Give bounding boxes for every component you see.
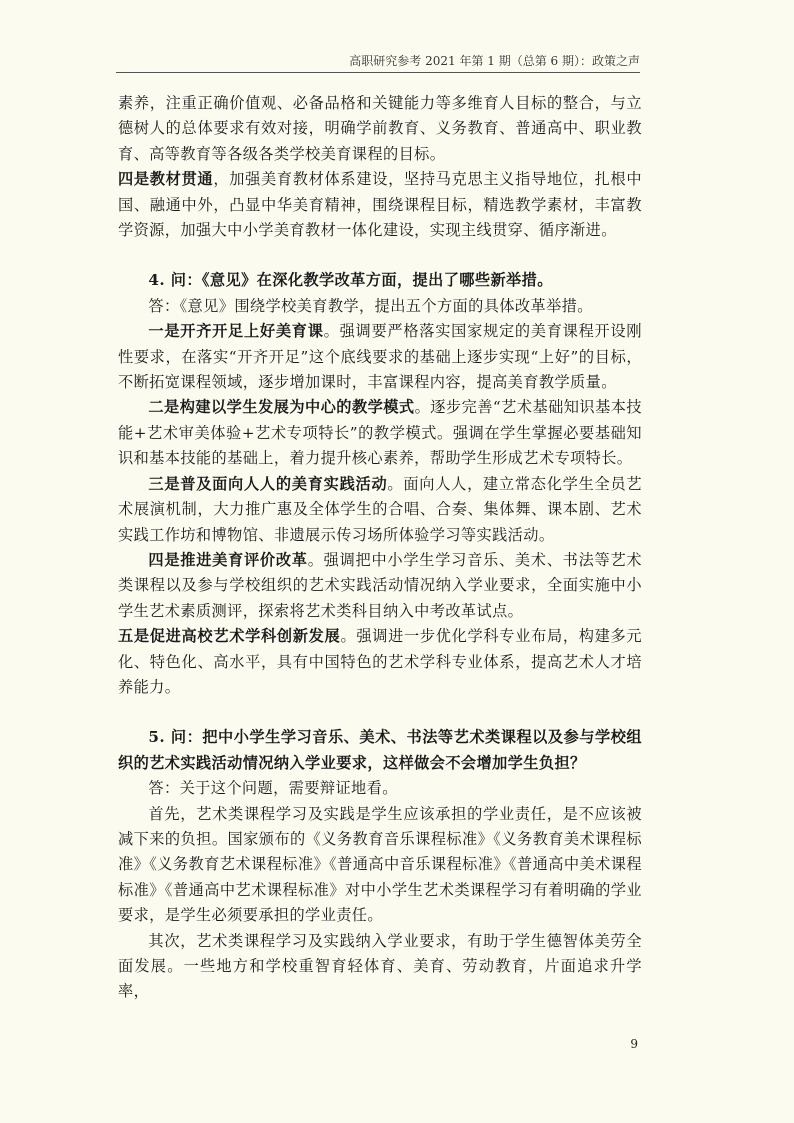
paragraph-text: 。面向人人，建立常态化学生全员艺术展演机制，大力推广惠及全体学生的合唱、合奏、集体舞、课本剧、艺术实践工作坊和博物馆、非遗展示传习场所体验学习等实践活动。 (118, 474, 643, 544)
document-body (118, 91, 642, 1005)
running-header: 高职研究参考 2021 年第 1 期（总第 6 期）：政策之声 (349, 54, 640, 68)
paragraph-text: 。强调进一步优化学科专业布局，构建多元化、特色化、高水平，具有中国特色的艺术学科专业体系，提高艺术人才培养能力。 (118, 627, 642, 696)
spacer (118, 243, 642, 268)
paragraph (118, 167, 642, 243)
answer-paragraph: 答：《意见》围绕学校美育教学，提出五个方面的具体改革举措。 (148, 296, 593, 315)
spacer (118, 700, 642, 725)
header-divider (116, 72, 640, 73)
paragraph-text: 。强调要严格落实国家规定的美育课程开设刚性要求，在落实“开齐开足”这个底线要求的基础上逐步实现“上好”的目标，不断拓宽课程领域，逐步增加课时，丰富课程内容，提高美育教学质量。 (118, 322, 643, 392)
page-number: 9 (630, 1037, 638, 1051)
emphasis-lead: 一是开齐开足上好美育课 (148, 322, 324, 341)
paragraph (118, 624, 642, 700)
paragraph: 其次，艺术类课程学习及实践纳入学业要求，有助于学生德智体美劳全面发展。一些地方和学校重智育轻体育、美育、劳动教育，片面追求升学率， (118, 931, 642, 1001)
emphasis-lead: 四是推进美育评价改革 (148, 550, 308, 569)
paragraph: 首先，艺术类课程学习及实践是学生应该承担的学业责任，是不应该被减下来的负担。国家颁布的《义务教育音乐课程标准》《义务教育美术课程标准》《义务教育艺术课程标准》《普通高中音乐课程标准》《普通高中美术课程标准》《普通高中艺术课程标准》对中小学生艺术类课程学习有着明确的学业要求，是学生必须要承担的学业责任。 (118, 804, 642, 925)
answer-paragraph: 答：关于这个问题，需要辩证地看。 (148, 779, 398, 798)
question-heading: 5. 问：把中小学生学习音乐、美术、书法等艺术类课程以及参与学校组织的艺术实践活动情况纳入学业要求，这样做会不会增加学生负担？ (118, 728, 642, 772)
paragraph-text: ，加强美育教材体系建设，坚持马克思主义指导地位，扎根中国、融通中外，凸显中华美育精神，围绕课程目标，精选教学素材，丰富教学资源，加强大中小学美育教材一体化建设，实现主线贯穿、循序渐进。 (118, 170, 642, 240)
paragraph-text: 。强调把中小学生学习音乐、美术、书法等艺术类课程以及参与学校组织的艺术实践活动情况纳入学业要求，全面实施中小学生艺术素质测评，探索将艺术类科目纳入中考改革试点。 (118, 550, 642, 620)
question-heading: 4. 问：《意见》在深化教学改革方面，提出了哪些新举措。 (148, 271, 553, 290)
paragraph (118, 319, 642, 395)
paragraph (118, 548, 642, 624)
paragraph (118, 395, 642, 471)
emphasis-lead: 四是教材贯通 (118, 170, 214, 189)
emphasis-lead: 二是构建以学生发展为中心的教学模式 (148, 398, 415, 417)
paragraph: 素养，注重正确价值观、必备品格和关键能力等多维育人目标的整合，与立德树人的总体要求有效对接，明确学前教育、义务教育、普通高中、职业教育、高等教育等各级各类学校美育课程的目标。 (118, 94, 642, 163)
paragraph (118, 472, 642, 548)
emphasis-lead: 五是促进高校艺术学科创新发展 (118, 627, 341, 646)
emphasis-lead: 三是普及面向人人的美育实践活动 (148, 474, 388, 493)
paragraph-text: 。逐步完善“艺术基础知识基本技能+艺术审美体验+艺术专项特长”的教学模式。强调在学生掌握必要基础知识和基本技能的基础上，着力提升核心素养，帮助学生形成艺术专项特长。 (118, 398, 643, 468)
